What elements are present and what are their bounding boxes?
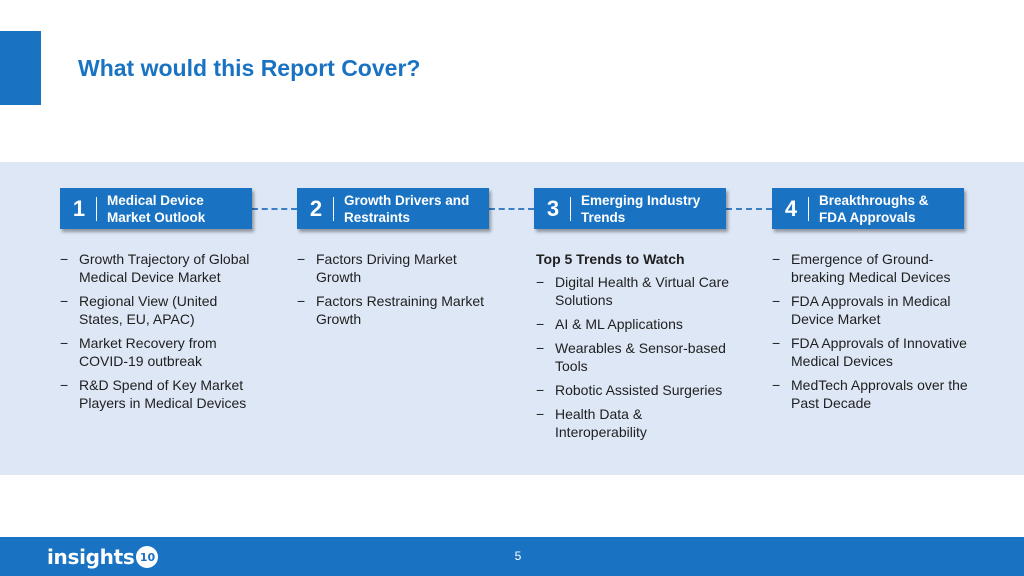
section-number: 2 bbox=[309, 195, 323, 221]
title-accent-bar bbox=[0, 31, 41, 105]
section-content-1 bbox=[60, 250, 260, 418]
logo-text: insights bbox=[47, 545, 135, 569]
list-item: − Regional View (United States, EU, APAC) bbox=[60, 292, 260, 328]
bullet-list bbox=[60, 250, 260, 412]
section-label: Medical Device Market Outlook bbox=[107, 192, 206, 225]
page-title: What would this Report Cover? bbox=[78, 55, 421, 81]
section-subheading: Top 5 Trends to Watch bbox=[536, 251, 685, 267]
page-number: 5 bbox=[514, 549, 522, 563]
section-number: 1 bbox=[72, 195, 86, 221]
section-number: 4 bbox=[784, 195, 798, 221]
section-label: Breakthroughs & FDA Approvals bbox=[819, 192, 929, 225]
list-item: − Health Data & Interoperability bbox=[536, 405, 736, 441]
bullet-list bbox=[297, 250, 497, 328]
list-item: − Wearables & Sensor-based Tools bbox=[536, 339, 736, 375]
section-box-1 bbox=[60, 188, 252, 229]
list-item: − Factors Driving Market Growth bbox=[297, 250, 497, 286]
section-label: Emerging Industry Trends bbox=[581, 192, 701, 225]
list-item: − AI & ML Applications bbox=[536, 315, 736, 333]
list-item: − Emergence of Ground-breaking Medical Devices bbox=[772, 250, 972, 286]
section-content-2 bbox=[297, 250, 497, 334]
list-item: − R&D Spend of Key Market Players in Medical Devices bbox=[60, 376, 260, 412]
list-item: − FDA Approvals in Medical Device Market bbox=[772, 292, 972, 328]
section-divider bbox=[333, 197, 334, 221]
section-divider bbox=[570, 197, 571, 221]
section-content-4 bbox=[772, 250, 972, 418]
list-item: − FDA Approvals of Innovative Medical Devices bbox=[772, 334, 972, 370]
section-content-3 bbox=[536, 250, 736, 447]
section-divider bbox=[808, 197, 809, 221]
section-label: Growth Drivers and Restraints bbox=[344, 192, 470, 225]
section-box-3 bbox=[534, 188, 726, 229]
section-number: 3 bbox=[546, 195, 560, 221]
bullet-list bbox=[536, 273, 736, 441]
list-item: − Robotic Assisted Surgeries bbox=[536, 381, 736, 399]
list-item: − Market Recovery from COVID-19 outbreak bbox=[60, 334, 260, 370]
footer-bar bbox=[0, 537, 1024, 576]
bullet-list bbox=[772, 250, 972, 412]
list-item: − MedTech Approvals over the Past Decade bbox=[772, 376, 972, 412]
section-box-4 bbox=[772, 188, 964, 229]
list-item: − Digital Health & Virtual Care Solutions bbox=[536, 273, 736, 309]
list-item: − Factors Restraining Market Growth bbox=[297, 292, 497, 328]
logo-badge-icon: 10 bbox=[136, 546, 158, 568]
connector-line-3-4 bbox=[726, 208, 772, 210]
brand-logo bbox=[47, 544, 158, 570]
section-box-2 bbox=[297, 188, 489, 229]
connector-line-1-2 bbox=[252, 208, 297, 210]
section-divider bbox=[96, 197, 97, 221]
list-item: − Growth Trajectory of Global Medical Device Market bbox=[60, 250, 260, 286]
connector-line-2-3 bbox=[489, 208, 534, 210]
